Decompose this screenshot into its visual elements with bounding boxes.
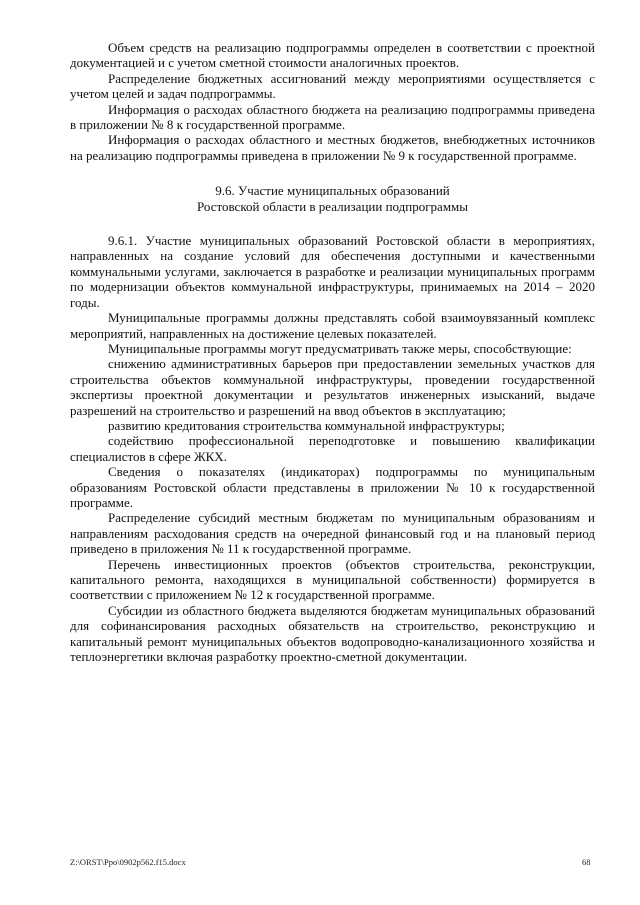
paragraph: Субсидии из областного бюджета выделяются бюджетам муниципальных образований для софинансирования расходных обязательств на строительство, реконструкцию и капитальный ремонт муниципальных объектов водопроводно-канализационного хозяйства и теплоэнергетики включая разработку проектно-сметной документации.	[70, 602, 595, 665]
paragraph: Муниципальные программы могут предусматривать также меры, способствующие:	[108, 340, 572, 356]
paragraph: содействию профессиональной переподготовке и повышению квалификации специалистов в сфере ЖКХ.	[70, 433, 595, 464]
document-body	[70, 40, 595, 664]
paragraph: Муниципальные программы должны представлять собой взаимоувязанный комплекс мероприятий, направленных на достижение целевых показателей.	[70, 310, 595, 341]
footer-file-path: Z:\ORST\Ppo\0902p562.f15.docx	[70, 857, 186, 867]
paragraph: Сведения о показателях (индикаторах) подпрограммы по муниципальным образованиям Ростовской области представлены в приложении № 10 к государственной программе.	[70, 464, 595, 510]
paragraph: 9.6.1. Участие муниципальных образований Ростовской области в мероприятиях, направленных на создание условий для обеспечения доступными и качественными коммунальными услугами, заключается в разработке и реализации муниципальных программ по модернизации объектов коммунальной инфраструктуры, принимаемых на 2014 – 2020 годы.	[70, 233, 595, 310]
paragraph: снижению административных барьеров при предоставлении земельных участков для строительства объектов коммунальной инфраструктуры, проведении государственной экспертизы проектной документации и результатов инженерных изысканий, выдаче разрешений на строительство и разрешений на ввод объектов в эксплуатацию;	[70, 356, 595, 418]
paragraph: Объем средств на реализацию подпрограммы определен в соответствии с проектной документацией и с учетом сметной стоимости аналогичных проектов.	[70, 40, 595, 71]
paragraph: Распределение бюджетных ассигнований между мероприятиями осуществляется с учетом целей и задач подпрограммы.	[70, 70, 595, 102]
paragraph: Информация о расходах областного бюджета на реализацию подпрограммы приведена в приложении № 8 к государственной программе.	[70, 101, 595, 133]
section-heading-line: Ростовской области в реализации подпрограммы	[196, 198, 469, 214]
paragraph: Информация о расходах областного и местных бюджетов, внебюджетных источников на реализацию подпрограммы приведена в приложении № 9 к государственной программе.	[70, 132, 595, 163]
page-number: 68	[582, 857, 591, 867]
paragraph: Распределение субсидий местным бюджетам по муниципальным образованиям и направлениям расходования средств на очередной финансовый год и на плановый период приведено в приложения № 11 к государственной программе.	[70, 510, 595, 557]
paragraph: развитию кредитования строительства коммунальной инфраструктуры;	[108, 417, 505, 433]
section-heading-line: 9.6. Участие муниципальных образований	[215, 183, 450, 199]
section-heading	[70, 183, 595, 214]
paragraph: Перечень инвестиционных проектов (объектов строительства, реконструкции, капитального ремонта, находящихся в муниципальной собственности) формируется в соответствии с приложением № 12 к государственной программе.	[70, 556, 595, 603]
